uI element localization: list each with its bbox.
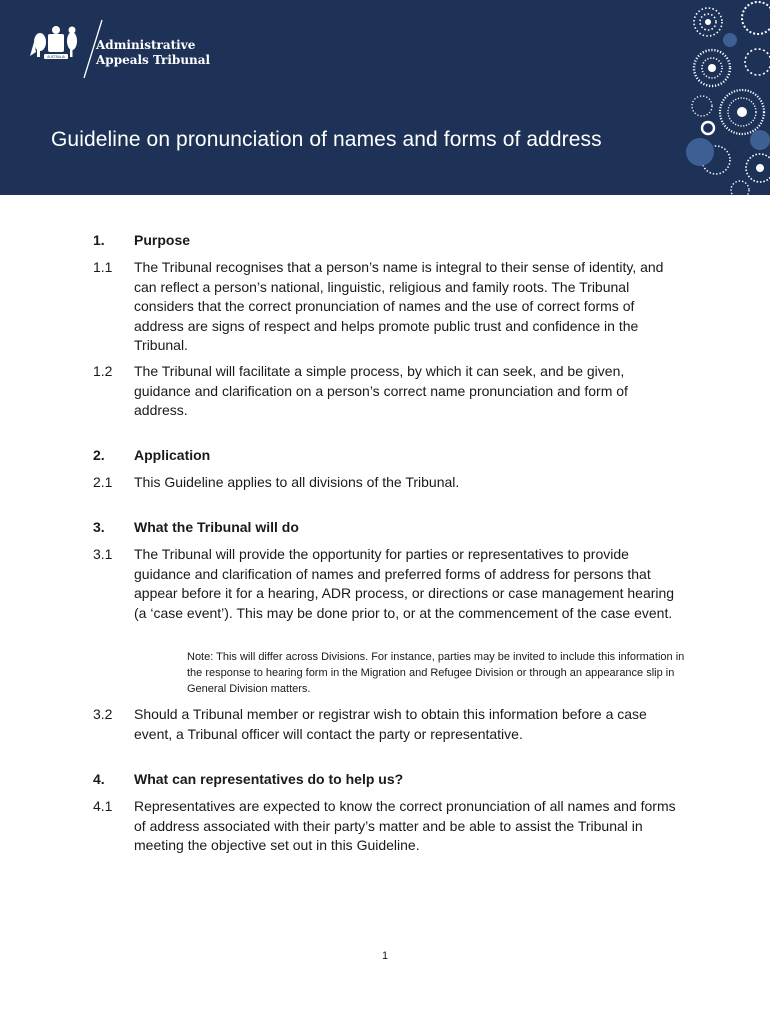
paragraph-text: The Tribunal recognises that a person’s name is integral to their sense of identity, and can reflect a person’s national, linguistic, religious and family roots. The Tribunal considers that the correct pronunciation of names and the use of correct forms of address are signs of respect and helps promote public trust and confidence in the Tribunal. <box>134 259 664 353</box>
paragraph-number: 3.2 <box>93 706 113 722</box>
section-number: 3. <box>93 519 105 535</box>
logo-line-1: Administrative <box>96 38 196 52</box>
coat-of-arms-icon <box>28 22 84 62</box>
section-number: 2. <box>93 447 105 463</box>
section-heading: Purpose <box>134 232 191 248</box>
logo-line-2: Appeals Tribunal <box>96 53 211 67</box>
crest-scroll-text: AUSTRALIA <box>47 55 65 59</box>
paragraph-number: 3.1 <box>93 546 113 562</box>
aboriginal-dot-circles-art-icon <box>680 0 770 195</box>
document-title: Guideline on pronunciation of names and forms of address <box>51 128 602 151</box>
paragraph-text: The Tribunal will facilitate a simple process, by which it can seek, and be given, guidance and clarification on a person’s correct name pronunciation and form of address. <box>134 363 628 418</box>
document-header-banner <box>0 0 770 195</box>
paragraph-text: Should a Tribunal member or registrar wish to obtain this information before a case event, a Tribunal officer will contact the party or representative. <box>134 706 647 742</box>
section-heading: Application <box>134 447 211 463</box>
page-number: 1 <box>381 950 389 962</box>
paragraph-text: Representatives are expected to know the correct pronunciation of all names and forms of address associated with their party’s matter and be able to assist the Tribunal in meeting the objective set out in this Guideline. <box>134 798 676 853</box>
section-heading: What the Tribunal will do <box>134 519 299 535</box>
tribunal-logo-text <box>96 38 210 68</box>
section-number: 1. <box>93 232 105 248</box>
paragraph-number: 4.1 <box>93 798 113 814</box>
paragraph-number: 1.2 <box>93 363 113 379</box>
paragraph-number: 1.1 <box>93 259 113 275</box>
note-text: Note: This will differ across Divisions. For instance, parties may be invited to include this information in the response to hearing form in the Migration and Refugee Division or through an appearance slip in General Division matters. <box>187 651 685 695</box>
paragraph-text: This Guideline applies to all divisions of the Tribunal. <box>134 474 460 490</box>
paragraph-text: The Tribunal will provide the opportunity for parties or representatives to provide guidance and clarification of names and preferred forms of address for persons that appear before it for a hearing, ADR process, or directions or case management hearing (a ‘case event’). This may be done prior to, or at the commencement of the case event. <box>134 546 675 621</box>
section-heading: What can representatives do to help us? <box>134 771 404 787</box>
paragraph-number: 2.1 <box>93 474 113 490</box>
section-number: 4. <box>93 771 105 787</box>
